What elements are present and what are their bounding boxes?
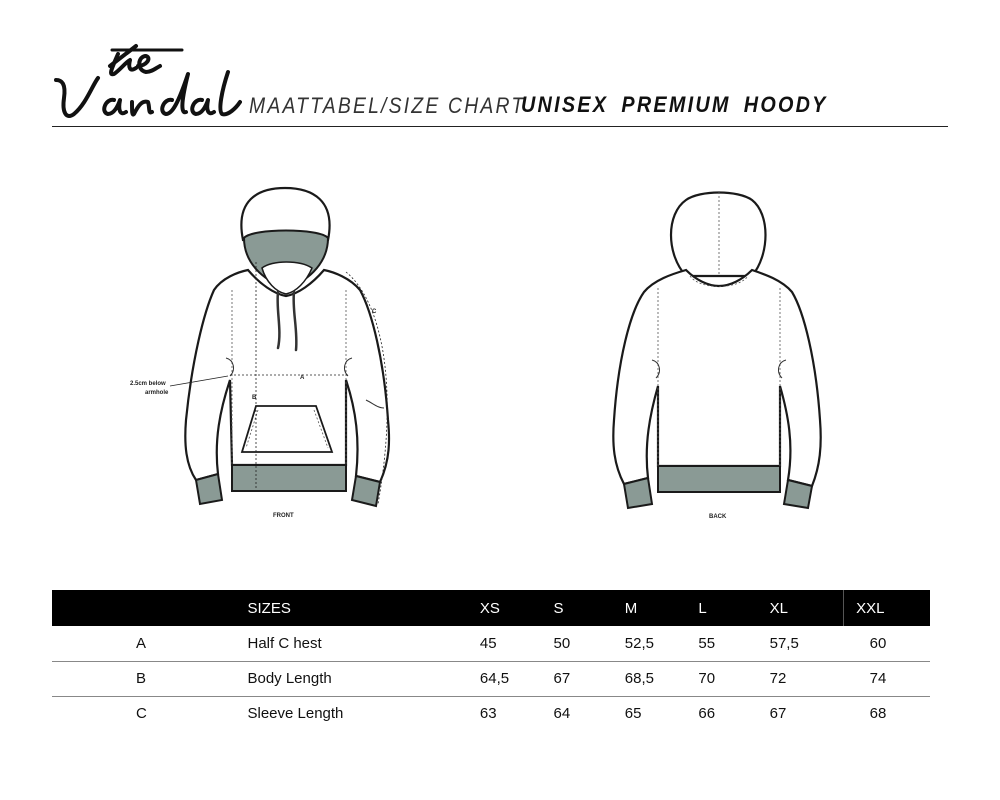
hoody-drawings — [0, 140, 1000, 540]
row-value: 67 — [769, 705, 787, 723]
row-value: 72 — [769, 670, 787, 687]
product-title: UNISEX PREMIUM HOODY — [521, 92, 828, 117]
row-key: C — [136, 705, 147, 723]
sizes-header-label: SIZES — [247, 599, 291, 617]
table-row — [52, 696, 930, 731]
measure-b-label: B — [252, 395, 257, 401]
row-value: 45 — [479, 634, 497, 652]
measure-c-label: C — [372, 309, 377, 315]
size-col-s: S — [553, 599, 564, 617]
back-label: BACK — [709, 514, 727, 520]
size-col-l: L — [698, 599, 707, 617]
row-value: 55 — [698, 634, 716, 652]
header-divider — [52, 126, 948, 127]
front-pocket — [242, 406, 332, 452]
row-value: 70 — [698, 670, 716, 687]
row-value: 50 — [553, 634, 571, 652]
front-left-cuff — [196, 474, 222, 504]
measure-a-label: A — [300, 375, 305, 381]
row-key: A — [136, 634, 147, 652]
row-value: 63 — [479, 705, 497, 723]
table-row — [52, 626, 930, 661]
back-rib-hem — [658, 466, 780, 492]
front-label: FRONT — [273, 513, 294, 519]
size-col-m: M — [624, 599, 638, 617]
row-value: 64,5 — [479, 670, 510, 687]
back-left-cuff — [624, 478, 652, 508]
size-table-header — [52, 590, 930, 626]
size-chart-title: MAATTABEL/SIZE CHART — [249, 93, 526, 118]
back-body — [613, 270, 820, 486]
back-hoody-drawing — [613, 192, 820, 520]
row-key: B — [136, 670, 147, 687]
row-value: 74 — [869, 670, 887, 687]
row-value: 67 — [553, 670, 571, 687]
row-value: 68 — [869, 705, 887, 723]
row-measure-name: Half C hest — [247, 634, 322, 652]
back-right-cuff — [784, 480, 812, 508]
front-right-cuff — [352, 476, 380, 506]
row-measure-name: Body Length — [247, 670, 332, 687]
page-header — [0, 0, 1000, 130]
row-value: 64 — [553, 705, 571, 723]
row-value: 68,5 — [624, 670, 654, 687]
row-value: 66 — [698, 705, 716, 723]
size-col-xxl: XXL — [844, 590, 930, 626]
row-value: 60 — [869, 634, 887, 652]
armhole-note-line1: 2.5cm below — [130, 381, 166, 387]
back-hood — [671, 193, 766, 277]
row-value: 65 — [624, 705, 642, 723]
row-value: 57,5 — [769, 634, 799, 652]
armhole-note-line2: armhole — [145, 390, 169, 396]
row-value: 52,5 — [624, 634, 654, 652]
size-col-xs: XS — [479, 599, 500, 617]
size-table — [52, 590, 930, 731]
vandal-logo — [52, 38, 242, 128]
size-col-xl: XL — [769, 599, 788, 617]
front-hoody-drawing — [130, 188, 389, 519]
row-measure-name: Sleeve Length — [247, 705, 344, 723]
front-rib-hem — [232, 465, 346, 491]
table-row — [52, 661, 930, 696]
